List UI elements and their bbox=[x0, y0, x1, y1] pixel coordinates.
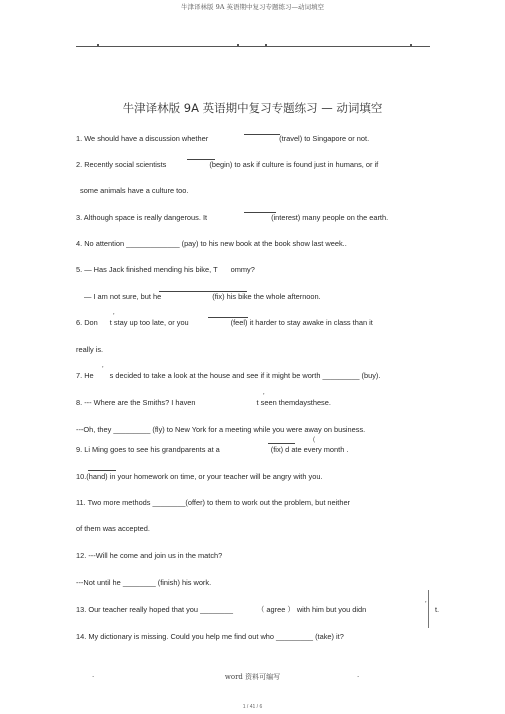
question-text: (interest) many people on the earth. bbox=[271, 213, 389, 222]
margin-bar bbox=[428, 590, 429, 628]
footer-dot: . bbox=[92, 670, 95, 679]
question-3 bbox=[76, 213, 388, 222]
question-text: ommy? bbox=[230, 265, 255, 274]
question-12: 12. ---Will he come and join us in the match? bbox=[76, 551, 223, 560]
question-text: (fix) d ate every month . bbox=[270, 445, 349, 454]
footer-text: word 资料可编写 bbox=[224, 673, 281, 681]
question-10 bbox=[76, 472, 322, 481]
question-text: 9. Li Ming goes to see his grandparents at a bbox=[76, 445, 220, 454]
mark: ( bbox=[313, 437, 315, 443]
question-text: t seen themdaysthese. bbox=[256, 398, 331, 407]
question-text: 8. --- Where are the Smiths? I haven bbox=[76, 398, 196, 407]
rule-mark bbox=[410, 44, 412, 47]
question-text: （ agree ） with him but you didn bbox=[256, 605, 367, 614]
question-text: (begin) to ask if culture is found just in humans, or if bbox=[209, 160, 379, 169]
document-title: 牛津译林版 9A 英语期中复习专题练习 — 动词填空 bbox=[122, 101, 383, 115]
question-7 bbox=[76, 371, 380, 380]
page-number: 1 / 41 / 6 bbox=[242, 704, 263, 710]
rule-mark bbox=[237, 44, 239, 47]
page-header: 牛津译林版 9A 英语期中复习专题练习—动词填空 bbox=[181, 3, 324, 11]
question-text: (feel) it harder to stay awake in class than it bbox=[230, 318, 373, 327]
header-rule bbox=[76, 46, 430, 47]
question-2 bbox=[76, 160, 378, 169]
question-6 bbox=[76, 318, 373, 327]
rule-mark bbox=[265, 44, 267, 47]
question-1 bbox=[76, 134, 369, 143]
rule-mark bbox=[97, 44, 99, 47]
question-11-cont: of them was accepted. bbox=[76, 524, 150, 533]
answer-blank bbox=[88, 470, 116, 471]
answer-blank bbox=[268, 443, 295, 444]
question-13-end: t. bbox=[435, 605, 440, 614]
question-9 bbox=[76, 445, 348, 454]
question-8 bbox=[76, 398, 331, 407]
question-8-reply: ---Oh, they _________ (fly) to New York for a meeting while you were away on business. bbox=[76, 425, 366, 434]
question-2-cont: some animals have a culture too. bbox=[80, 186, 189, 195]
apostrophe-mark: ’ bbox=[425, 601, 427, 608]
question-13 bbox=[76, 605, 366, 614]
question-text: t stay up too late, or you bbox=[109, 318, 189, 327]
footer-dot: . bbox=[357, 670, 360, 679]
question-4: 4. No attention _____________ (pay) to his new book at the book show last week.. bbox=[76, 239, 347, 248]
question-14: 14. My dictionary is missing. Could you help me find out who _________ (take) it? bbox=[76, 632, 344, 641]
question-text: 3. Although space is really dangerous. It bbox=[76, 213, 208, 222]
question-text: (fix) his bike the whole afternoon. bbox=[212, 292, 321, 301]
question-text: 6. Don bbox=[76, 318, 98, 327]
question-text: (travel) to Singapore or not. bbox=[279, 134, 370, 143]
question-text: — I am not sure, but he bbox=[84, 292, 162, 301]
question-11: 11. Two more methods ________(offer) to them to work out the problem, but neither bbox=[76, 498, 351, 507]
question-5-reply bbox=[84, 292, 321, 301]
question-5 bbox=[76, 265, 255, 274]
question-text: s decided to take a look at the house and see if it might be worth _________ (buy). bbox=[109, 371, 381, 380]
question-text: 13. Our teacher really hoped that you ________ bbox=[76, 605, 233, 614]
question-text: 2. Recently social scientists bbox=[76, 160, 167, 169]
question-text: 10. bbox=[76, 472, 87, 481]
question-text: 1. We should have a discussion whether bbox=[76, 134, 209, 143]
apostrophe-mark: ’ bbox=[102, 366, 104, 373]
question-text: 5. — Has Jack finished mending his bike, T bbox=[76, 265, 218, 274]
apostrophe-mark: ’ bbox=[113, 313, 115, 320]
question-text: 7. He bbox=[76, 371, 94, 380]
apostrophe-mark: ’ bbox=[263, 393, 265, 400]
question-12-reply: ---Not until he ________ (finish) his work. bbox=[76, 578, 212, 587]
question-text: (hand) in your homework on time, or your teacher will be angry with you. bbox=[86, 472, 323, 481]
question-6-cont: really is. bbox=[76, 345, 104, 354]
